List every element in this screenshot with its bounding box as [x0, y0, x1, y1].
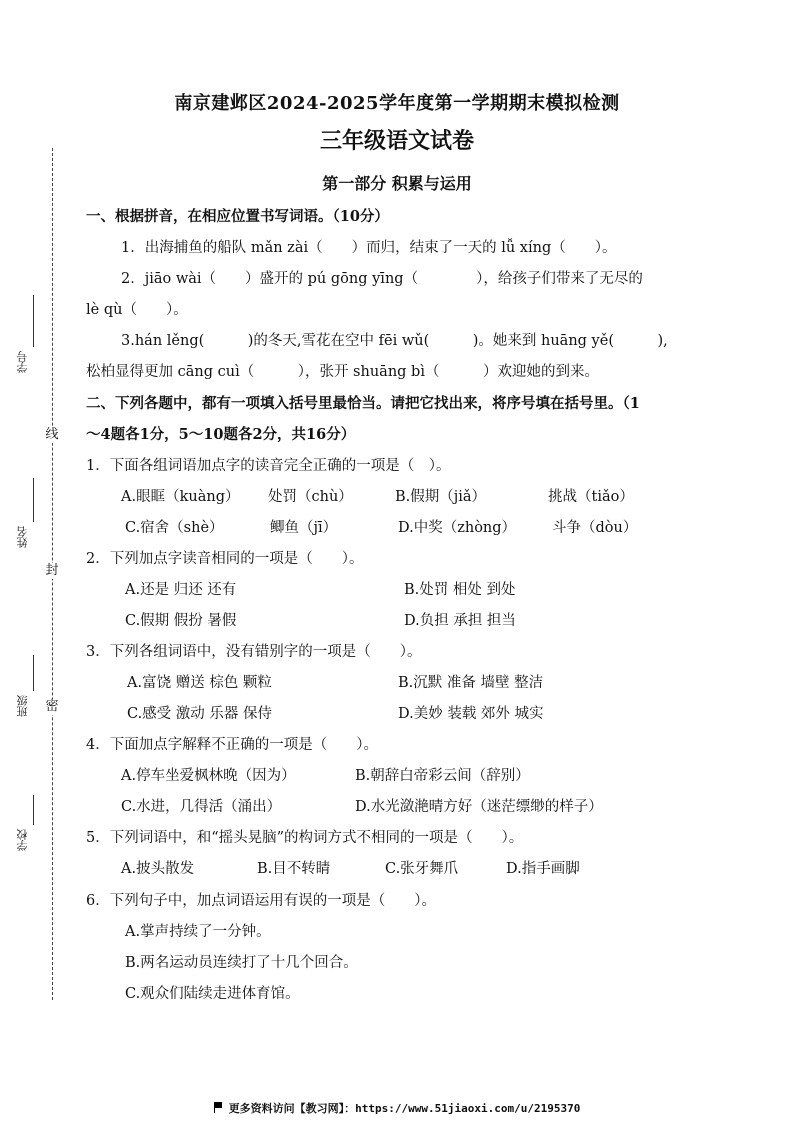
field-underline [33, 655, 34, 691]
q4-option-d: D.水光潋滟晴方好（迷茫缥缈的样子） [355, 799, 603, 815]
section2-heading-line2: ～4题各1分，5～10题各2分，共16分） [86, 426, 356, 443]
q1-option-c1: C.宿舍（shè） [125, 520, 224, 536]
section1-line4: 3.hán lěng( )的冬天,雪花在空中 fēi wǔ( )。她来到 huāng yě( ), [121, 333, 668, 349]
q2-stem: 2．下列加点字读音相同的一项是（ ）。 [86, 551, 364, 567]
field-underline [33, 478, 34, 522]
q3-option-a: A.富饶 赠送 棕色 颗粒 [127, 675, 272, 691]
flag-icon [214, 1102, 223, 1113]
binding-word-secret: 密 [45, 699, 59, 714]
q5-stem: 5．下列词语中，和“摇头晃脑”的构词方式不相同的一项是（ ）。 [86, 830, 524, 846]
student-number-field [14, 295, 34, 395]
q2-option-a: A.还是 归还 还有 [125, 582, 237, 598]
q6-stem: 6．下列句子中，加点词语运用有误的一项是（ ）。 [86, 893, 436, 909]
q5-option-b: B.目不转睛 [257, 861, 331, 877]
q2-option-d: D.负担 承担 担当 [404, 613, 516, 629]
field-underline [33, 795, 34, 825]
field-underline [33, 295, 34, 347]
field-label-class: 班级 [16, 695, 29, 717]
section1-line1: 1．出海捕鱼的船队 mǎn zài（ ）而归，结束了一天的 lǚ xíng（ ）。 [121, 240, 617, 256]
q2-option-c: C.假期 假扮 暑假 [125, 613, 237, 629]
q4-option-b: B.朝辞白帝彩云间（辞别） [355, 768, 530, 784]
q1-option-b1: B.假期（jiǎ） [395, 489, 487, 505]
field-label-student-number: 学号 [16, 351, 29, 373]
section1-line2: 2．jiāo wài（ ）盛开的 pú gōng yīng（ ），给孩子们带来了无尽的 [121, 271, 643, 287]
q1-stem: 1．下面各组词语加点字的读音完全正确的一项是（ ）。 [86, 458, 451, 474]
class-field [14, 655, 34, 755]
q3-option-b: B.沉默 准备 墙壁 整洁 [398, 675, 544, 691]
q6-option-a: A.掌声持续了一分钟。 [125, 924, 271, 940]
footer-link[interactable]: 更多资料访问【教习网】：https://www.51jiaoxi.com/u/2195370 [228, 1102, 581, 1115]
part-heading: 第一部分 积累与运用 [322, 174, 472, 193]
q1-option-b2: 挑战（tiǎo） [548, 489, 634, 505]
q3-option-c: C.感受 激动 乐器 保侍 [127, 706, 273, 722]
binding-word-line: 线 [45, 427, 59, 442]
q5-option-a: A.披头散发 [121, 861, 195, 877]
binding-word-seal: 封 [45, 563, 59, 578]
q6-option-b: B.两名运动员连续打了十几个回合。 [125, 955, 358, 971]
q3-stem: 3．下列各组词语中，没有错别字的一项是（ ）。 [86, 644, 422, 660]
q1-option-d1: D.中奖（zhòng） [398, 520, 517, 536]
q1-option-d2: 斗争（dòu） [552, 520, 638, 536]
exam-title: 南京建邺区2024-2025学年度第一学期期末模拟检测 [174, 93, 620, 114]
exam-subtitle: 三年级语文试卷 [319, 128, 474, 154]
field-label-school: 学校 [16, 829, 29, 851]
section1-line5: 松柏显得更加 cāng cuì（ ），张开 shuāng bì（ ）欢迎她的到来。 [86, 364, 599, 380]
q5-option-c: C.张牙舞爪 [385, 861, 459, 877]
school-field [14, 795, 34, 895]
footer [0, 1100, 794, 1116]
name-field [14, 478, 34, 578]
q2-option-b: B.处罚 相处 到处 [404, 582, 516, 598]
q1-option-a1: A.眼眶（kuàng） [121, 489, 240, 505]
section1-heading: 一、根据拼音，在相应位置书写词语。（10分） [86, 208, 389, 225]
q4-stem: 4．下面加点字解释不正确的一项是（ ）。 [86, 737, 378, 753]
section2-heading-line1: 二、下列各题中，都有一项填入括号里最恰当。请把它找出来，将序号填在括号里。（1 [86, 395, 640, 412]
q3-option-d: D.美妙 装载 郊外 城实 [398, 706, 544, 722]
section1-line3: lè qù（ ）。 [86, 302, 188, 318]
q6-option-c: C.观众们陆续走进体育馆。 [125, 986, 300, 1002]
q5-option-d: D.指手画脚 [506, 861, 580, 877]
q4-option-a: A.停车坐爱枫林晚（因为） [121, 768, 296, 784]
q1-option-c2: 鲫鱼（jī） [270, 520, 338, 536]
q4-option-c: C.水进，几得活（涌出） [121, 799, 282, 815]
field-label-name: 姓名 [16, 526, 29, 548]
q1-option-a2: 处罚（chù） [268, 489, 353, 505]
